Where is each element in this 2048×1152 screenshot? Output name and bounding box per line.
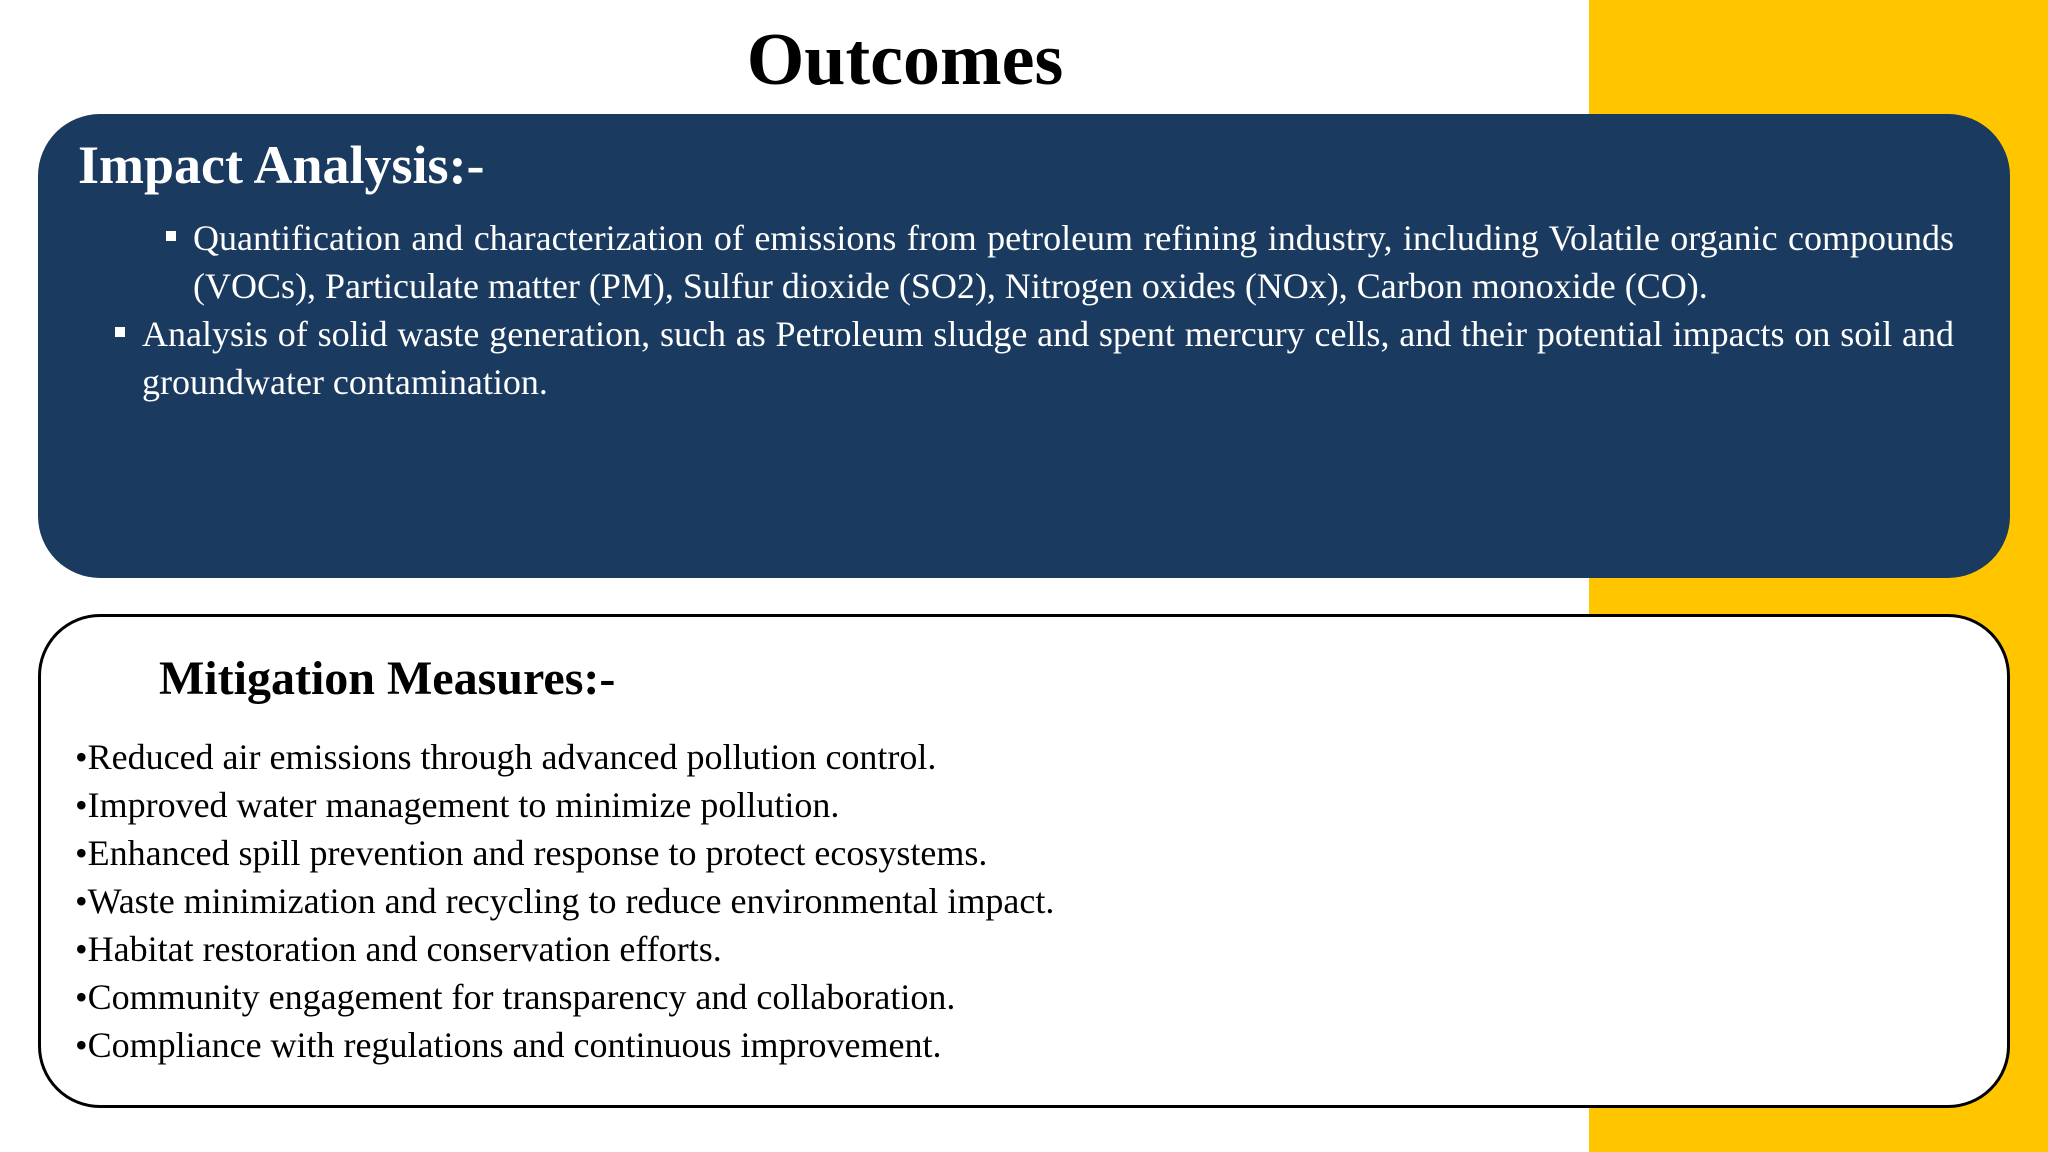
list-item: •Compliance with regulations and continuous improvement. bbox=[75, 1025, 942, 1065]
impact-analysis-heading: Impact Analysis:- bbox=[78, 135, 485, 195]
list-item: •Reduced air emissions through advanced pollution control. bbox=[75, 737, 937, 777]
mitigation-measures-heading: Mitigation Measures:- bbox=[159, 652, 616, 705]
list-item-text: Quantification and characterization of emissions from petroleum refining industry, including Volatile organic compounds (VOCs), Particulate matter (PM), Sulfur dioxide (SO2), Nitrogen oxides (NOx), Carbon monoxide (CO). bbox=[193, 218, 1954, 306]
list-item bbox=[78, 214, 1954, 310]
list-item: •Waste minimization and recycling to reduce environmental impact. bbox=[75, 881, 1055, 921]
list-item: •Improved water management to minimize pollution. bbox=[75, 785, 840, 825]
impact-analysis-panel bbox=[38, 114, 2010, 578]
square-bullet-icon bbox=[166, 231, 176, 241]
list-item: •Enhanced spill prevention and response to protect ecosystems. bbox=[75, 833, 988, 873]
mitigation-measures-panel bbox=[38, 614, 2010, 1108]
impact-analysis-list bbox=[78, 214, 1954, 406]
list-item: •Community engagement for transparency and collaboration. bbox=[75, 977, 956, 1017]
mitigation-measures-list bbox=[75, 733, 1967, 1069]
list-item-text: Analysis of solid waste generation, such as Petroleum sludge and spent mercury cells, and their potential impacts on soil and groundwater contamination. bbox=[142, 314, 1954, 402]
list-item: •Habitat restoration and conservation efforts. bbox=[75, 929, 722, 969]
slide-title: Outcomes bbox=[746, 19, 1064, 101]
list-item bbox=[78, 310, 1954, 406]
square-bullet-icon bbox=[115, 327, 125, 337]
